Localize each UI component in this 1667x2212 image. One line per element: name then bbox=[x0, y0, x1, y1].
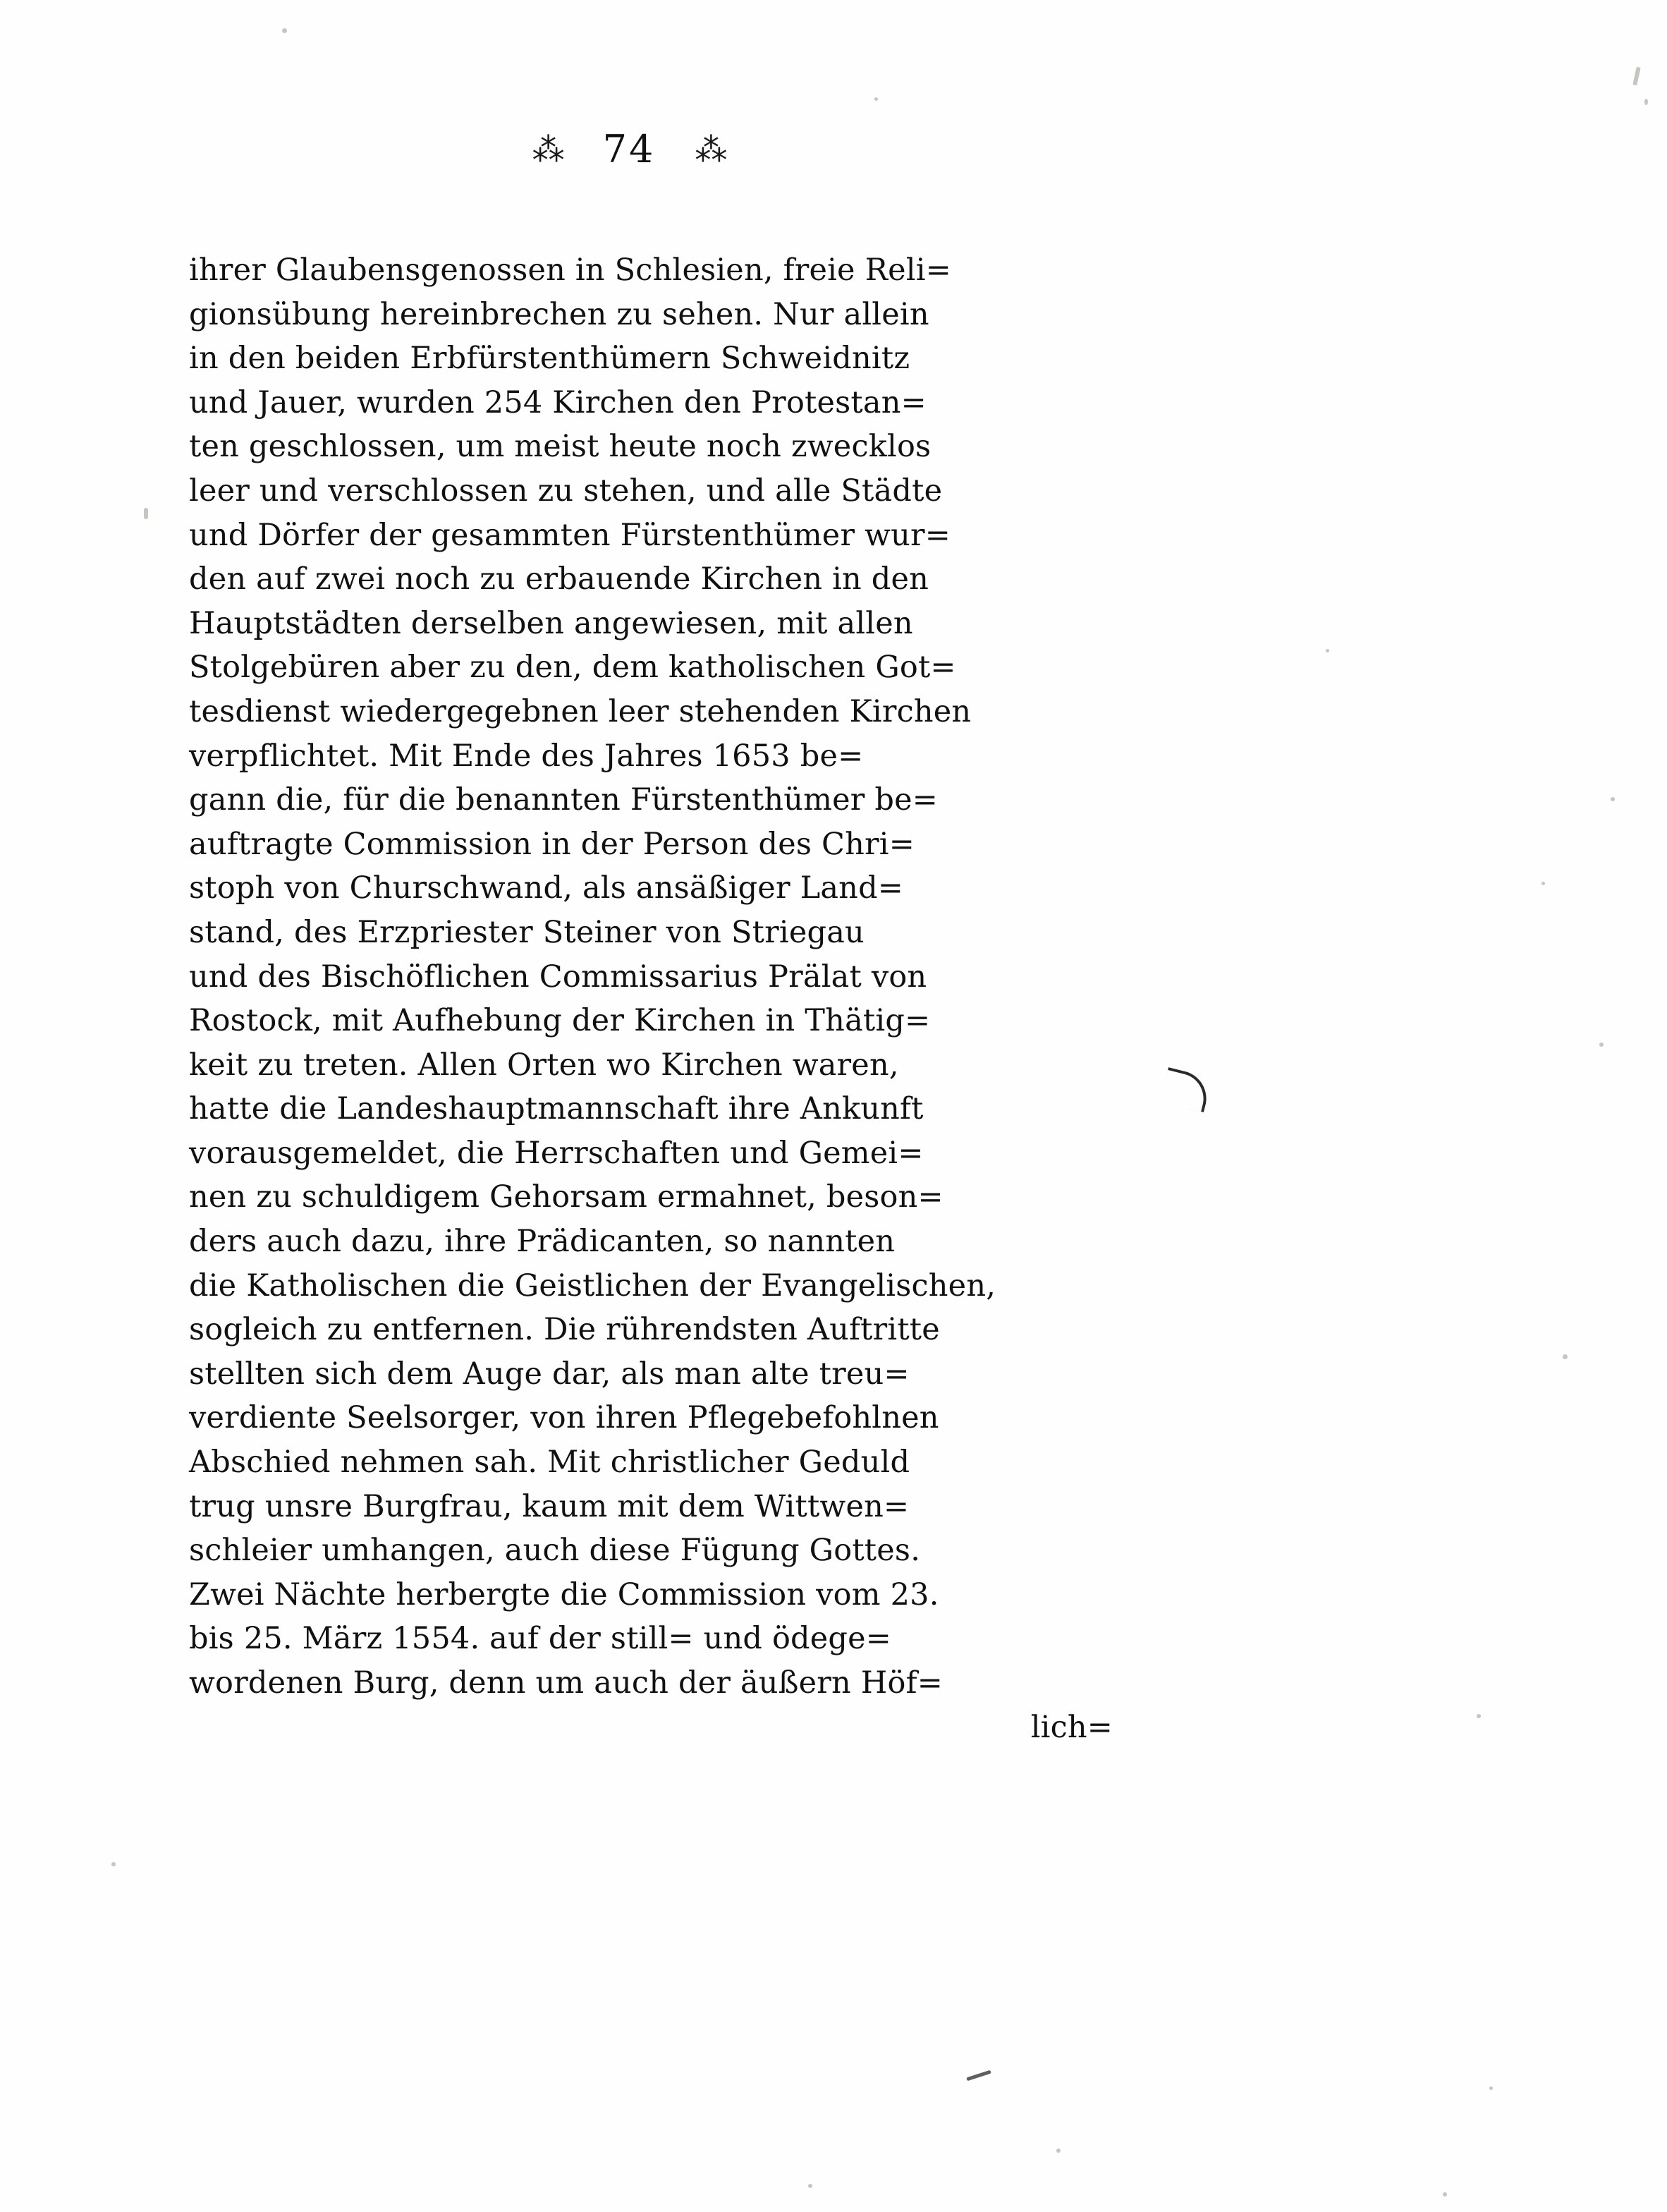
text-line: vorausgemeldet, die Herrschaften und Gemei= bbox=[189, 1135, 924, 1171]
text-line: leer und verschlossen zu stehen, und alle Städte bbox=[189, 473, 943, 509]
text-line: in den beiden Erbfürstenthümern Schweidnitz bbox=[189, 341, 910, 377]
text-line: auftragte Commission in der Person des Chri= bbox=[189, 826, 915, 862]
text-line: keit zu treten. Allen Orten wo Kirchen waren, bbox=[189, 1047, 899, 1083]
text-line: sogleich zu entfernen. Die rührendsten Auftritte bbox=[189, 1312, 940, 1348]
text-line: Zwei Nächte herbergte die Commission vom 23. bbox=[189, 1576, 939, 1612]
page-header bbox=[0, 127, 1463, 171]
ornament-right-icon: ⁂ bbox=[695, 130, 726, 169]
text-line: und Jauer, wurden 254 Kirchen den Protestan= bbox=[189, 384, 927, 420]
text-line: schleier umhangen, auch diese Fügung Gottes. bbox=[189, 1533, 921, 1569]
text-line: Stolgebüren aber zu den, dem katholischen Got= bbox=[189, 650, 956, 686]
paper-speck bbox=[1443, 2192, 1447, 2196]
paper-speck bbox=[1489, 2086, 1493, 2090]
page-number: 74 bbox=[602, 127, 656, 171]
text-line: wordenen Burg, denn um auch der äußern Höf= bbox=[189, 1665, 943, 1701]
catchword: lich= bbox=[1030, 1709, 1113, 1745]
text-line: Abschied nehmen sah. Mit christlicher Geduld bbox=[189, 1445, 910, 1481]
text-line: und Dörfer der gesammten Fürstenthümer wur= bbox=[189, 517, 951, 553]
paper-speck bbox=[111, 1862, 116, 1866]
paper-speck bbox=[1056, 2149, 1061, 2153]
paper-speck bbox=[1477, 1714, 1481, 1718]
paper-speck bbox=[1541, 882, 1545, 885]
text-line: bis 25. März 1554. auf der still= und ödege= bbox=[189, 1621, 892, 1657]
paper-speck bbox=[1599, 1043, 1604, 1047]
text-line: trug unsre Burgfrau, kaum mit dem Wittwen= bbox=[189, 1488, 910, 1524]
text-line: die Katholischen die Geistlichen der Evangelischen, bbox=[189, 1268, 996, 1304]
text-line: nen zu schuldigem Gehorsam ermahnet, beson= bbox=[189, 1179, 944, 1215]
text-line: tesdienst wiedergegebnen leer stehenden Kirchen bbox=[189, 693, 972, 729]
text-line: gann die, für die benannten Fürstenthümer be= bbox=[189, 782, 938, 818]
paper-speck bbox=[144, 508, 148, 519]
paper-speck bbox=[1326, 649, 1329, 652]
text-line: verdiente Seelsorger, von ihren Pflegebefohlnen bbox=[189, 1400, 939, 1436]
text-line: Rostock, mit Aufhebung der Kirchen in Thätig= bbox=[189, 1003, 931, 1039]
text-line: ten geschlossen, um meist heute noch zwecklos bbox=[189, 429, 932, 465]
paper-speck bbox=[1611, 797, 1615, 801]
text-line: ders auch dazu, ihre Prädicanten, so nannten bbox=[189, 1224, 896, 1260]
text-line: den auf zwei noch zu erbauende Kirchen in den bbox=[189, 561, 929, 597]
ink-mark bbox=[966, 2070, 991, 2082]
ornament-left-icon: ⁂ bbox=[532, 130, 563, 169]
text-line: stand, des Erzpriester Steiner von Striegau bbox=[189, 914, 865, 950]
text-line: gionsübung hereinbrechen zu sehen. Nur allein bbox=[189, 296, 929, 332]
text-line: ihrer Glaubensgenossen in Schlesien, freie Reli= bbox=[189, 253, 951, 288]
paper-speck bbox=[874, 97, 878, 101]
paper-speck bbox=[1563, 1354, 1568, 1359]
paper-speck bbox=[282, 28, 287, 33]
text-line: und des Bischöflichen Commissarius Prälat von bbox=[189, 959, 927, 995]
text-line: Hauptstädten derselben angewiesen, mit allen bbox=[189, 605, 913, 641]
paper-speck bbox=[1644, 99, 1648, 105]
body-text bbox=[189, 248, 1190, 1749]
text-line: stoph von Churschwand, als ansäßiger Land= bbox=[189, 870, 904, 906]
text-line: verpflichtet. Mit Ende des Jahres 1653 be= bbox=[189, 738, 864, 774]
paper-speck bbox=[808, 2184, 812, 2188]
text-line: stellten sich dem Auge dar, als man alte treu= bbox=[189, 1356, 910, 1392]
text-line: hatte die Landeshauptmannschaft ihre Ankunft bbox=[189, 1091, 924, 1127]
paper-speck bbox=[1632, 67, 1640, 86]
